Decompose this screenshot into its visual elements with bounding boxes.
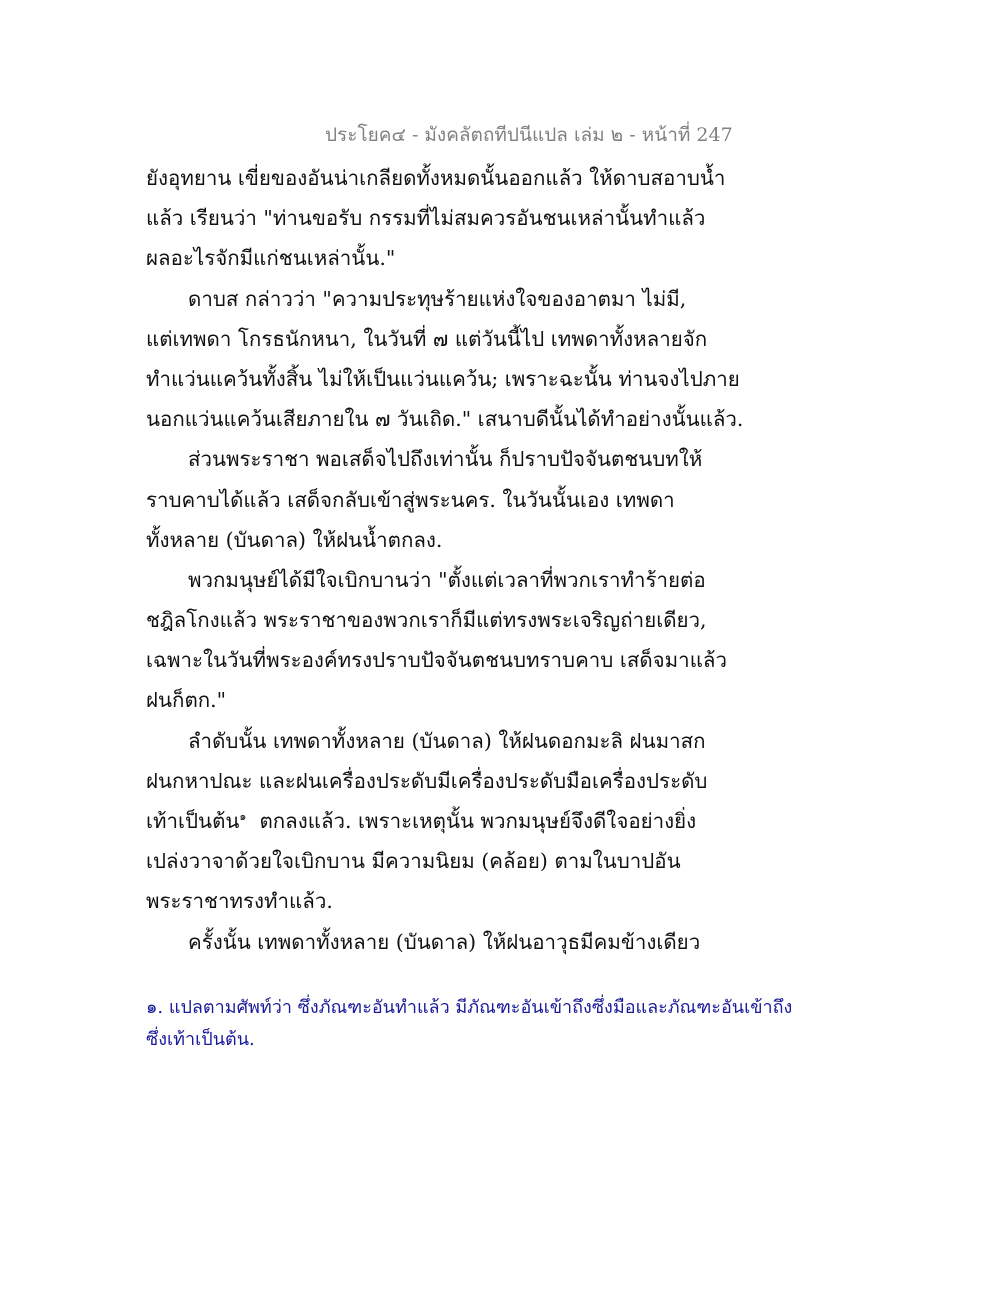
body-line: พระราชาทรงทำแล้ว. xyxy=(146,889,333,914)
footnote xyxy=(146,992,793,1056)
body-line: พวกมนุษย์ได้มีใจเบิกบานว่า "ตั้งแต่เวลาที่พวกเราทำร้ายต่อ xyxy=(188,567,706,592)
body-line-with-footnote xyxy=(146,801,746,841)
body-line: ราบคาบได้แล้ว เสด็จกลับเข้าสู่พระนคร. ในวันนั้นเอง เทพดา xyxy=(146,487,675,512)
body-line: ดาบส กล่าวว่า "ความประทุษร้ายแห่งใจของอาตมา ไม่มี, xyxy=(188,286,687,311)
body-line: ฝนก็ตก." xyxy=(146,688,227,713)
body-line: ฝนกหาปณะ และฝนเครื่องประดับมีเครื่องประดับมือเครื่องประดับ xyxy=(146,768,708,793)
body-line: ผลอะไรจักมีแก่ชนเหล่านั้น." xyxy=(146,246,396,271)
body-line: ลำดับนั้น เทพดาทั้งหลาย (บันดาล) ให้ฝนดอกมะลิ ฝนมาสก xyxy=(188,728,706,753)
body-line: เฉพาะในวันที่พระองค์ทรงปราบปัจจันตชนบทราบคาบ เสด็จมาแล้ว xyxy=(146,648,727,673)
body-line: เปล่งวาจาด้วยใจเบิกบาน มีความนิยม (คล้อย) ตามในบาปอัน xyxy=(146,849,681,874)
body-line-part: ตกลงแล้ว. เพราะเหตุนั้น พวกมนุษย์จึงดีใจอย่างยิ่ง xyxy=(259,809,697,833)
body-line-part: เท้าเป็นต้น xyxy=(146,809,240,833)
footnote-line: ซึ่งเท้าเป็นต้น. xyxy=(146,1029,255,1050)
body-line: ครั้งนั้น เทพดาทั้งหลาย (บันดาล) ให้ฝนอาวุธมีคมข้างเดียว xyxy=(188,929,701,954)
footnote-marker: ๑ xyxy=(239,810,247,824)
running-header: ประโยค๔ - มังคลัตถทีปนีแปล เล่ม ๒ - หน้าที่ 247 xyxy=(325,124,733,146)
body-line: ส่วนพระราชา พอเสด็จไปถึงเท่านั้น ก็ปราบปัจจันตชนบทให้ xyxy=(188,447,703,472)
body-line: ทั้งหลาย (บันดาล) ให้ฝนน้ำตกลง. xyxy=(146,527,443,552)
body-text xyxy=(146,158,746,962)
body-line: นอกแว่นแคว้นเสียภายใน ๗ วันเถิด." เสนาบดีนั้นได้ทำอย่างนั้นแล้ว. xyxy=(146,407,744,432)
footnote-line: ๑. แปลตามศัพท์ว่า ซึ่งภัณฑะอันทำแล้ว มีภัณฑะอันเข้าถึงซึ่งมือและภัณฑะอันเข้าถึง xyxy=(146,997,793,1018)
body-line: ทำแว่นแคว้นทั้งสิ้น ไม่ให้เป็นแว่นแคว้น; เพราะฉะนั้น ท่านจงไปภาย xyxy=(146,366,740,391)
body-line: ชฎิลโกงแล้ว พระราชาของพวกเราก็มีแต่ทรงพระเจริญถ่ายเดียว, xyxy=(146,608,707,633)
body-line: แต่เทพดา โกรธนักหนา, ในวันที่ ๗ แต่วันนี้ไป เทพดาทั้งหลายจัก xyxy=(146,326,708,351)
body-line: ยังอุทยาน เขี่ยของอันน่าเกลียดทั้งหมดนั้นออกแล้ว ให้ดาบสอาบน้ำ xyxy=(146,166,726,190)
body-line: แล้ว เรียนว่า "ท่านขอรับ กรรมที่ไม่สมควรอันชนเหล่านั้นทำแล้ว xyxy=(146,206,706,231)
